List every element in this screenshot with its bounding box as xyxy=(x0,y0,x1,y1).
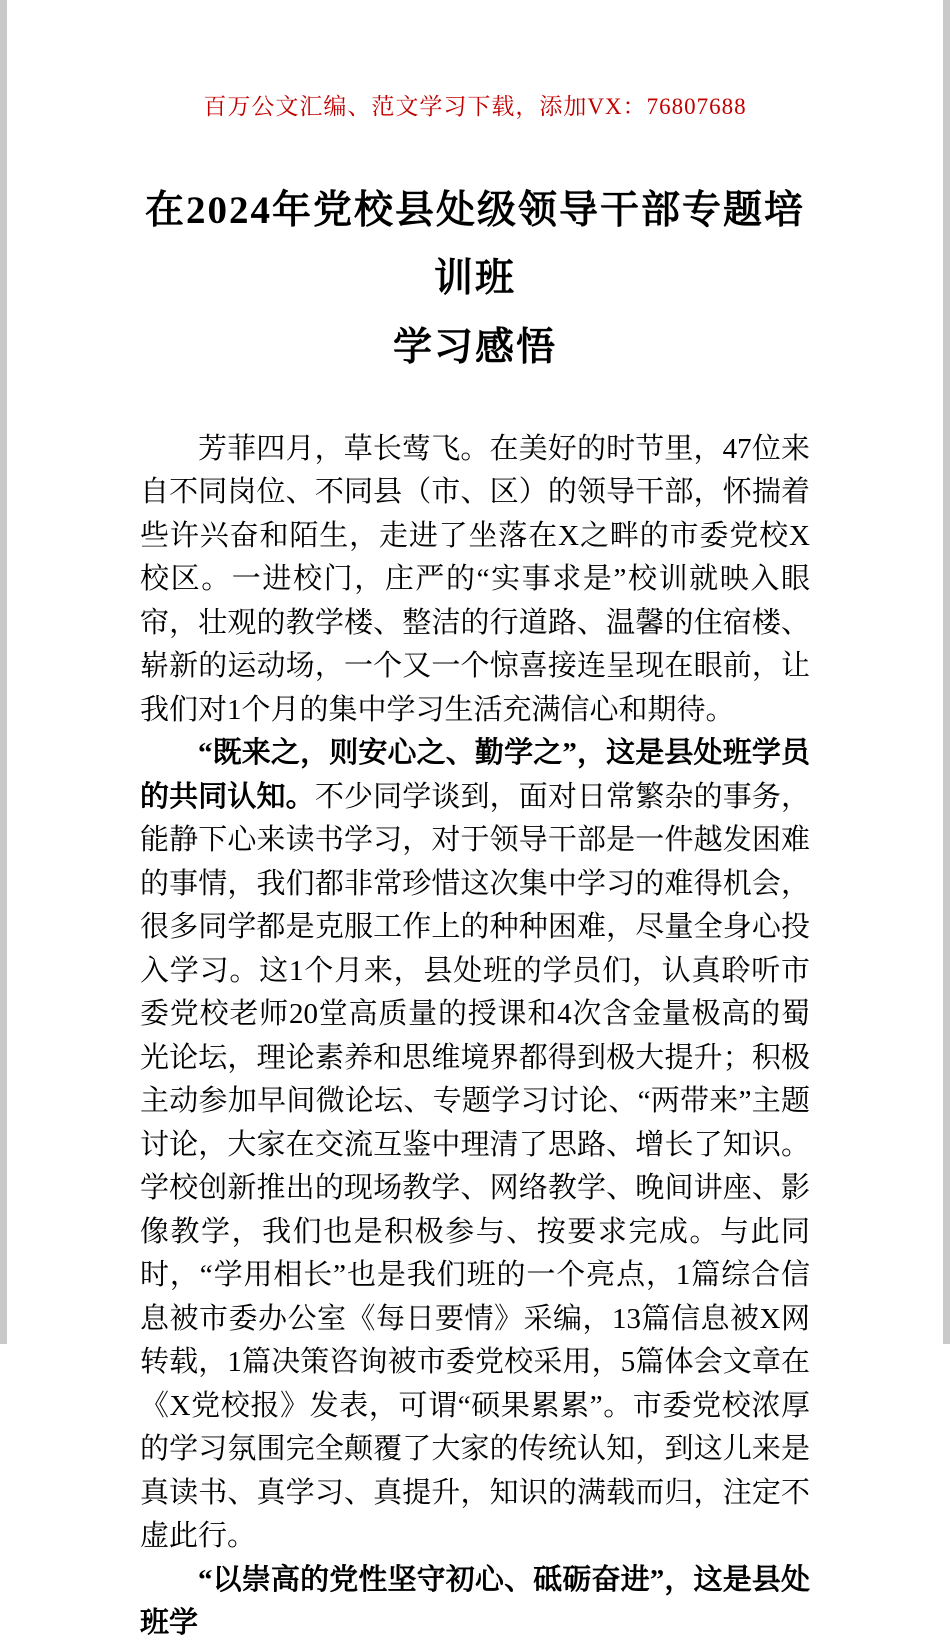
paragraph-2-text: 不少同学谈到，面对日常繁杂的事务，能静下心来读书学习，对于领导干部是一件越发困难的事情，我们都非常珍惜这次集中学习的难得机会，很多同学都是克服工作上的种种困难，尽量全身心投入学习。这1个月来，县处班的学员们，认真聆听市委党校老师20堂高质量的授课和4次含金量极高的蜀光论坛，理论素养和思维境界都得到极大提升；积极主动参加早间微论坛、专题学习讨论、“两带来”主题讨论，大家在交流互鉴中理清了思路、增长了知识。学校创新推出的现场教学、网络教学、晚间讲座、影像教学，我们也是积极参与、按要求完成。与此同时，“学用相长”也是我们班的一个亮点，1篇综合信息被市委办公室《每日要情》采编，13篇信息被X网转载，1篇决策咨询被市委党校采用，5篇体会文章在《X党校报》发表，可谓“硕果累累”。市委党校浓厚的学习氛围完全颠覆了大家的传统认知，到这儿来是真读书、真学习、真提升，知识的满载而归，注定不虚此行。 xyxy=(140,780,810,1553)
paragraph-2-lead-bold: “既来之，则安心之、勤学之”，这是县处班学员的共同认知。 xyxy=(140,737,810,813)
paragraph-3 xyxy=(140,1559,810,1646)
paragraph-1-text: 芳菲四月，草长莺飞。在美好的时节里，47位来自不同岗位、不同县（市、区）的领导干部，怀揣着些许兴奋和陌生，走进了坐落在X之畔的市委党校X校区。一进校门，庄严的“实事求是”校训就映入眼帘，壮观的教学楼、整洁的行道路、温馨的住宿楼、崭新的运动场，一个又一个惊喜接连呈现在眼前，让我们对1个月的集中学习生活充满信心和期待。 xyxy=(140,432,810,726)
document-title-line1: 在2024年党校县处级领导干部专题培训班 xyxy=(144,189,805,301)
paragraph-3-lead-bold: “以崇高的党性坚守初心、砥砺奋进”，这是县处班学 xyxy=(140,1563,810,1640)
document-title xyxy=(140,177,810,382)
page-edge-left xyxy=(0,0,7,1344)
page-edge-right xyxy=(943,0,950,1344)
document-title-line2: 学习感悟 xyxy=(392,325,557,369)
paragraph-2 xyxy=(140,732,810,1559)
promo-notice-text: 百万公文汇编、范文学习下载，添加VX：76807688 xyxy=(203,94,747,119)
paragraph-1 xyxy=(140,428,810,733)
document-body xyxy=(140,428,810,1646)
